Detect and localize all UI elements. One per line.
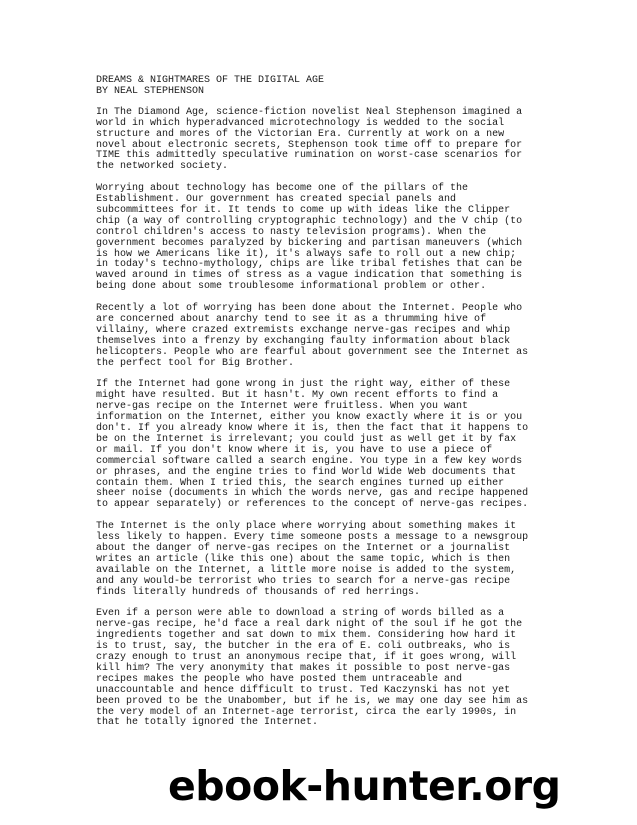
text-line: are concerned about anarchy tend to see it as a thrumming hive of — [96, 314, 487, 325]
text-line: subcommittees for it. It tends to come up with ideas like the Clipper — [96, 204, 511, 216]
text-line: unaccountable and hence difficult to trust. Ted Kaczynski has not yet — [96, 684, 511, 696]
paragraph — [96, 609, 616, 729]
text-line: chip (a way of controlling cryptographic technology) and the V chip (to — [96, 215, 523, 227]
text-line: nerve-gas recipe on the Internet were fruitless. When you want — [96, 401, 469, 413]
text-line: waved around in times of stress as a vague indication that something is — [96, 270, 523, 282]
text-line: villainy, where crazed extremists exchange nerve-gas recipes and whip — [96, 324, 511, 336]
text-line: is how we Americans like it), it's always safe to roll out a new chip; — [96, 248, 517, 260]
text-line: and any would-be terrorist who tries to search for a nerve-gas recipe — [96, 575, 511, 587]
text-line: structure and mores of the Victorian Era. Currently at work on a new — [96, 128, 505, 140]
text-line: been proved to be the Unabomber, but if he is, we may one day see him as — [96, 695, 529, 707]
text-line: be on the Internet is irrelevant; you could just as well get it by fax — [96, 433, 517, 445]
text-line: world in which hyperadvanced microtechnology is wedded to the social — [96, 117, 505, 129]
text-line: finds literally hundreds of thousands of red herrings. — [96, 586, 421, 598]
paragraph — [96, 380, 616, 511]
text-line: that he totally ignored the Internet. — [96, 717, 319, 729]
paragraph — [96, 522, 616, 598]
text-line: ingredients together and sat down to mix them. Considering how hard it — [96, 630, 517, 642]
text-line: kill him? The very anonymity that makes it possible to post nerve-gas — [96, 662, 511, 674]
text-line: recipes makes the people who have posted them untraceable and — [96, 673, 463, 685]
text-line: helicopters. People who are fearful about government see the Internet as — [96, 346, 529, 358]
article-title: DREAMS & NIGHTMARES OF THE DIGITAL AGE — [96, 75, 325, 86]
article-heading — [96, 76, 616, 98]
paragraph — [96, 184, 616, 293]
text-line: don't. If you already know where it is, then the fact that it happens to — [96, 423, 529, 435]
text-line: or phrases, and the engine tries to find World Wide Web documents that — [96, 466, 517, 478]
text-line: commercial software called a search engine. You type in a few key words — [96, 455, 523, 467]
text-line: is to trust, say, the butcher in the era of E. coli outbreaks, who is — [96, 641, 511, 653]
text-line: or mail. If you don't know where it is, you have to use a piece of — [96, 444, 493, 456]
watermark-text: ebook-hunter.org — [168, 762, 561, 810]
text-line: sheer noise (documents in which the words nerve, gas and recipe happened — [96, 488, 529, 500]
text-line: in today's techno-mythology, chips are like tribal fetishes that can be — [96, 259, 523, 271]
text-line: nerve-gas recipe, he'd face a real dark night of the soul if he got the — [96, 619, 523, 631]
text-line: to appear separately) or references to the concept of nerve-gas recipes. — [96, 499, 529, 511]
text-line: about the danger of nerve-gas recipes on the Internet or a journalist — [96, 543, 511, 554]
paragraph — [96, 108, 616, 173]
text-line: control children's access to nasty television programs). When the — [96, 226, 487, 238]
text-line: Worrying about technology has become one of the pillars of the — [96, 183, 469, 195]
text-line: government becomes paralyzed by bickering and partisan maneuvers (which — [96, 237, 523, 249]
text-line: themselves into a frenzy by exchanging faulty information about black — [96, 335, 511, 347]
text-line: If the Internet had gone wrong in just the right way, either of these — [96, 379, 511, 391]
text-line: information on the Internet, either you know exactly where it is or you — [96, 412, 523, 424]
text-line: might have resulted. But it hasn't. My own recent efforts to find a — [96, 390, 499, 402]
text-line: In The Diamond Age, science-fiction novelist Neal Stephenson imagined a — [96, 106, 523, 118]
text-line: Recently a lot of worrying has been done about the Internet. People who — [96, 303, 523, 315]
text-line: Even if a person were able to download a string of words billed as a — [96, 608, 505, 620]
text-line: being done about some troublesome informational problem or other. — [96, 281, 487, 293]
article-byline: BY NEAL STEPHENSON — [96, 85, 205, 97]
text-line: novel about electronic secrets, Stephenson took time off to prepare for — [96, 139, 523, 151]
paragraph — [96, 304, 616, 369]
document-body — [96, 76, 616, 740]
text-line: the very model of an Internet-age terrorist, circa the early 1990s, in — [96, 706, 517, 718]
text-line: the perfect tool for Big Brother. — [96, 357, 295, 369]
text-line: TIME this admittedly speculative rumination on worst-case scenarios for — [96, 150, 523, 162]
text-line: available on the Internet, a little more noise is added to the system, — [96, 564, 517, 576]
text-line: crazy enough to trust an anonymous recipe that, if it goes wrong, will — [96, 652, 517, 664]
text-line: Establishment. Our government has created special panels and — [96, 194, 457, 206]
article-paragraphs — [96, 108, 616, 730]
text-line: writes an article (like this one) about the same topic, which is then — [96, 553, 511, 565]
text-line: The Internet is the only place where worrying about something makes it — [96, 521, 517, 533]
text-line: less likely to happen. Every time someone posts a message to a newsgroup — [96, 532, 529, 544]
text-line: contain them. When I tried this, the search engines turned up either — [96, 477, 505, 489]
text-line: the networked society. — [96, 161, 229, 173]
